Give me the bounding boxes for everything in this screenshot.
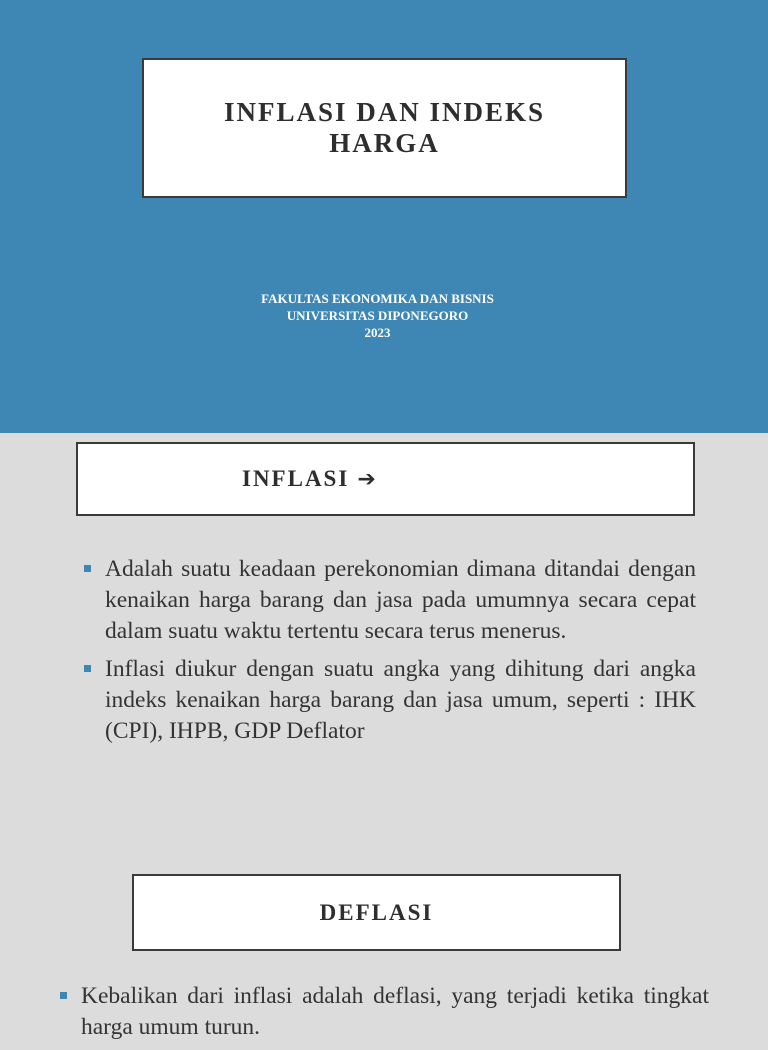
slide-subtitle <box>0 290 755 341</box>
bullet-text: Kebalikan dari inflasi adalah deflasi, yang terjadi ketika tingkat harga umum turun. <box>81 983 709 1040</box>
bullet-text: Inflasi diukur dengan suatu angka yang dihitung dari angka indeks kenaikan harga barang dan jasa umum, seperti : IHK (CPI), IHPB, GDP Deflator <box>105 656 696 744</box>
list-item <box>82 554 696 647</box>
inflasi-heading: INFLASI <box>242 466 350 491</box>
list-item <box>58 981 709 1043</box>
title-slide <box>0 0 768 433</box>
subtitle-year: 2023 <box>364 325 391 340</box>
right-arrow-icon: ➔ <box>357 466 376 492</box>
content-slide <box>0 433 768 1040</box>
deflasi-bullet-list <box>58 981 709 1050</box>
title-box <box>142 58 627 198</box>
subtitle-faculty: FAKULTAS EKONOMIKA DAN BISNIS <box>261 291 494 306</box>
inflasi-heading-box <box>76 442 695 516</box>
deflasi-heading-box <box>132 874 621 951</box>
square-bullet-icon <box>60 992 67 999</box>
deflasi-heading: DEFLASI <box>319 899 434 925</box>
inflasi-bullet-list <box>82 554 696 754</box>
subtitle-university: UNIVERSITAS DIPONEGORO <box>286 308 469 323</box>
bullet-text: Adalah suatu keadaan perekonomian dimana ditandai dengan kenaikan harga barang dan jasa pada umumnya secara cepat dalam suatu waktu tertentu secara terus menerus. <box>105 556 696 644</box>
square-bullet-icon <box>84 565 91 572</box>
list-item <box>82 654 696 747</box>
slide-title: INFLASI DAN INDEKS HARGA <box>223 97 546 158</box>
square-bullet-icon <box>84 665 91 672</box>
